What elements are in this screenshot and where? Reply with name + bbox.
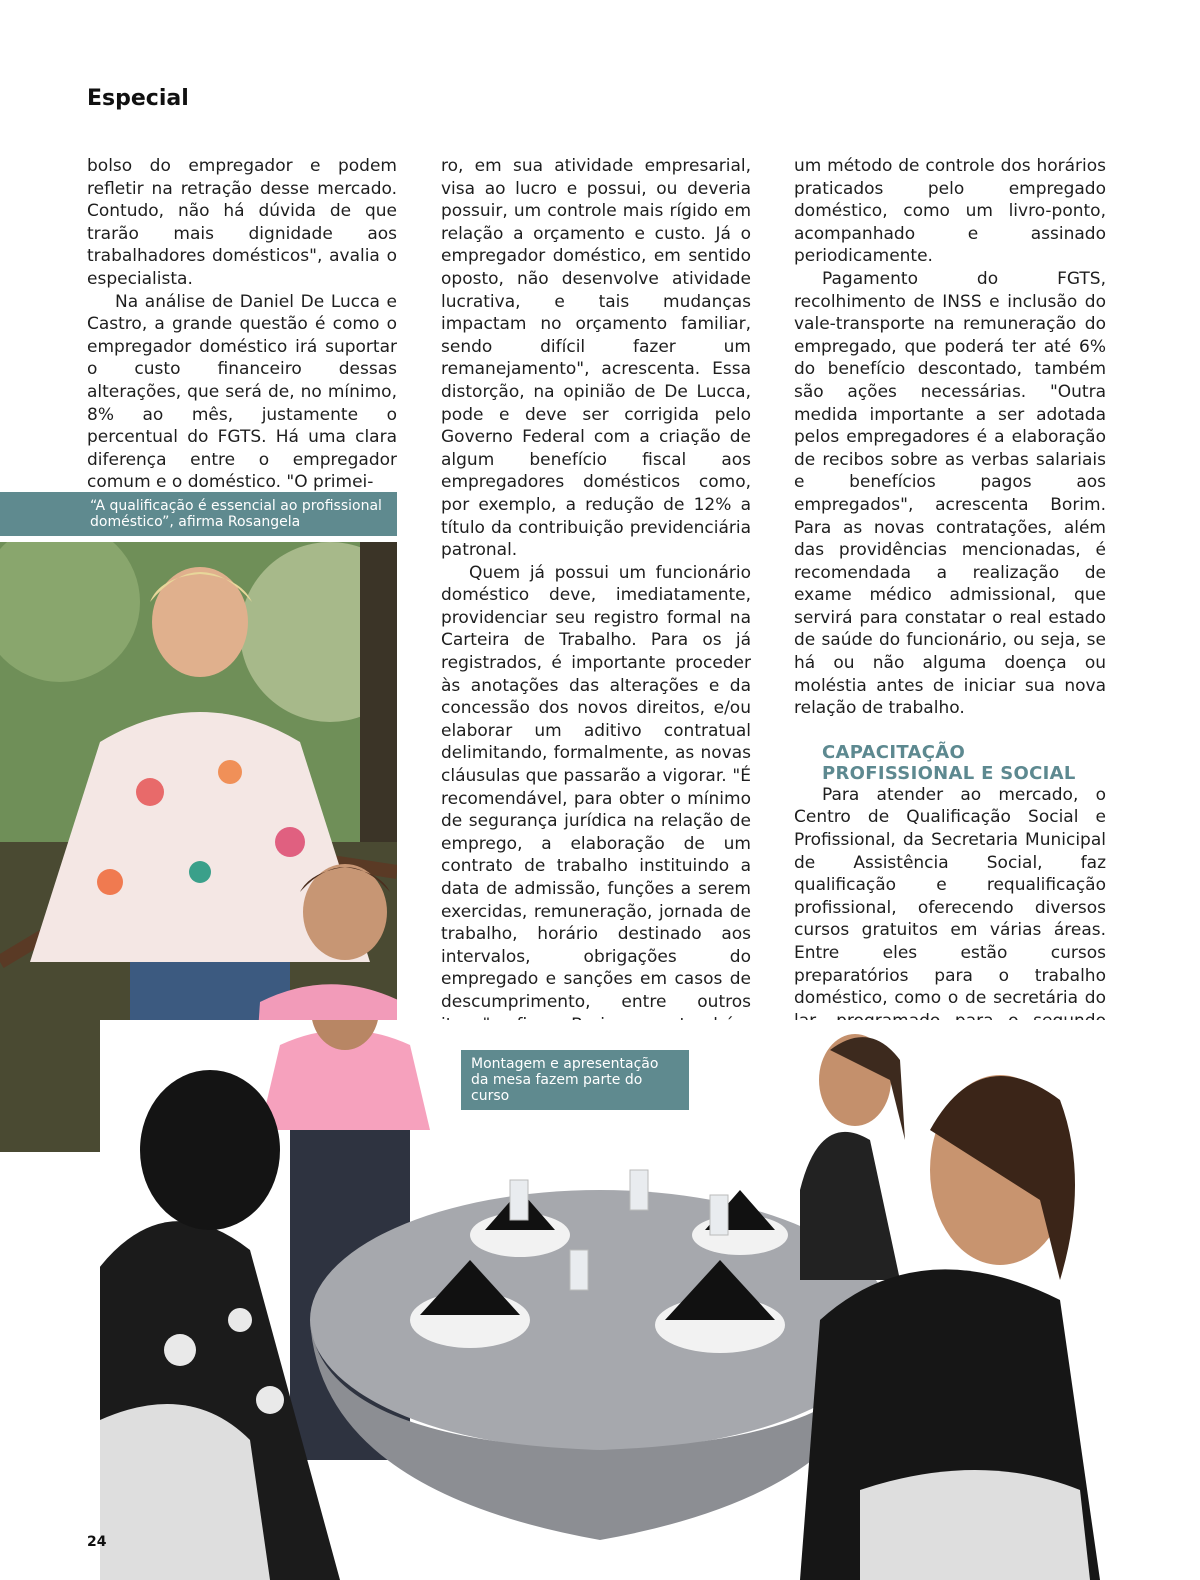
column2-paragraph-1: ro, em sua atividade empresarial, visa ao lucro e possui, ou deveria possuir, um controle mais rígido em relação a orçamento e custo. Já o empregador doméstico, em sentido oposto, não desenvolve atividade lucrativa, e tais mudanças impactam no orçamento familiar, sendo difícil fazer um remanejamento", acrescenta. Essa distorção, na opinião de De Lucca, pode e deve ser corrigida pelo Governo Federal com a criação de algum benefício fiscal aos empregadores domésticos como, por exemplo, a redução de 12% a título da contribuição previdenciária patronal. — [441, 156, 751, 561]
caption-line: doméstico”, afirma Rosangela — [90, 514, 301, 530]
subheading-line-1: CAPACITAÇÃO — [822, 741, 966, 763]
caption-line: da mesa fazem parte do curso — [471, 1072, 643, 1104]
caption-line: “A qualificação é essencial ao profissional — [90, 498, 382, 514]
subheading-line-2: PROFISSIONAL E SOCIAL — [822, 762, 1076, 784]
section-subheading — [822, 742, 1106, 784]
column3-paragraph-3: Para atender ao mercado, o Centro de Qualificação Social e Profissional, da Secretaria Municipal de Assistência Social, faz qualificação e requalificação profissional, oferecendo diversos cursos gratuitos em várias áreas. Entre eles estão cursos preparatórios para o trabalho doméstico, como o de secretária do — [794, 784, 1106, 1009]
column3-paragraph-2: Pagamento do FGTS, recolhimento de INSS e inclusão do vale-transporte na remuneração do empregado, que poderá ter até 6% do benefício descontado, também são ações necessárias. "Outra medida importante a ser adotada pelos empregadores é a elaboração de recibos sobre as verbas salariais e benefícios pagos aos empregados", acrescenta Borim. Para as novas contratações, além das providências mencionadas, é recomendada a realização de exame médico admissional, que servirá para constatar o real estado de saúde do funcionário, ou seja, se há ou não alguma doença ou moléstia antes de iniciar sua nova relação de trabalho. — [794, 268, 1106, 719]
column3-paragraph-1: um método de controle dos horários praticados pelo empregado doméstico, como um livro-ponto, acompanhado e assinado periodicamente. — [794, 156, 1106, 267]
column1-paragraph-1: bolso do empregador e podem refletir na retração desse mercado. Contudo, não há dúvida de que trarão mais dignidade aos trabalhadores domésticos", avalia o especialista. — [87, 156, 397, 289]
article-column-3 — [794, 155, 1106, 1100]
caption-line: Montagem e apresentação — [471, 1056, 659, 1072]
mesa-photo-caption — [461, 1050, 689, 1110]
page-number: 24 — [87, 1534, 107, 1550]
article-column-2 — [441, 155, 751, 1059]
column2-paragraph-2: Quem já possui um funcionário doméstico deve, imediatamente, providenciar seu registro formal na Carteira de Trabalho. Para os já registrados, é importante proceder às anotações das alterações e da concessão dos novos direitos, e/ou elaborar um aditivo contratual delimitando, formalmente, as novas cláusulas que passarão a vigorar. "É recomendável, para obter o mínimo de segurança jurídica na relação de emprego, a elaboração de um contrato de trabalho instituindo a data de admissão, funções a serem exercidas, remuneração, jornada de trabalho, horário destinado aos intervalos, obrigações do empregado e sanções em casos de descumprimento, entre outros — [441, 562, 751, 1012]
article-column-1 — [87, 155, 397, 494]
section-label: Especial — [87, 86, 189, 111]
rosangela-photo-caption — [0, 492, 397, 536]
column1-paragraph-2: Na análise de Daniel De Lucca e Castro, a grande questão é como o empregador doméstico irá suportar o custo financeiro dessas alterações, que será de, no mínimo, 8% ao mês, justamente o percentual do FGTS. Há uma clara diferença entre o empregador comum e o doméstico. "O primei- — [87, 291, 397, 493]
